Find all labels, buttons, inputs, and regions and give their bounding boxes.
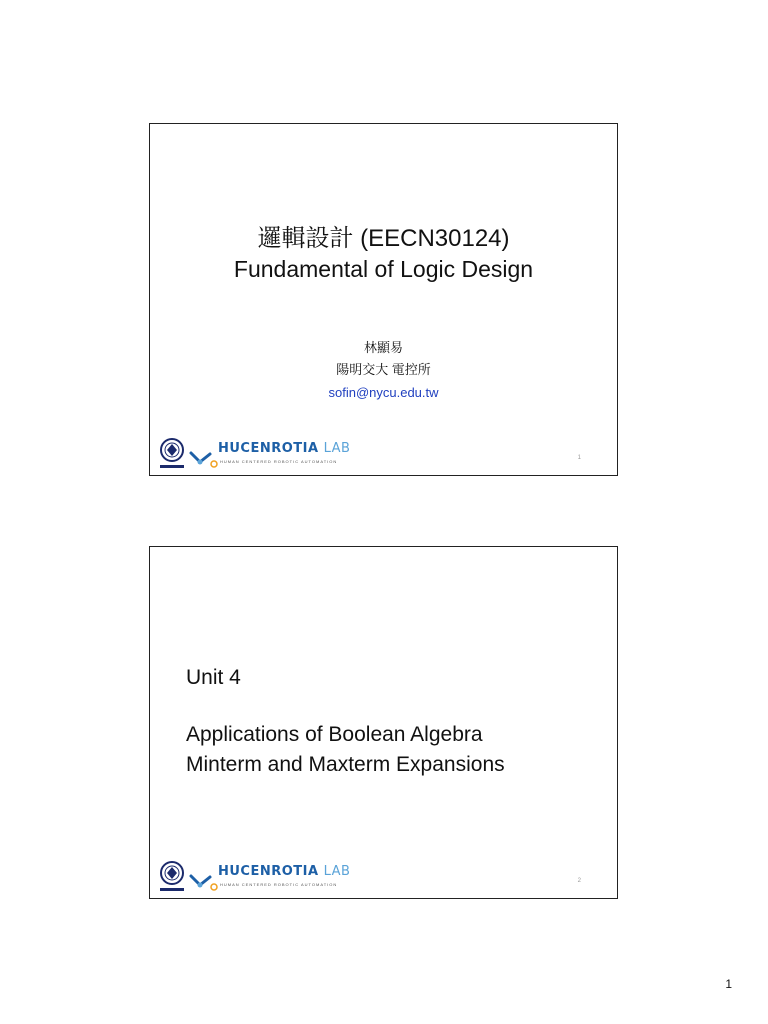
topic-line-2: Minterm and Maxterm Expansions — [186, 753, 505, 776]
lab-name-main: HUCENROTIA — [218, 441, 319, 456]
lab-tagline: HUMAN CENTERED ROBOTIC AUTOMATION — [220, 882, 338, 887]
author-name: 林顯易 — [363, 340, 403, 355]
robot-arm-icon — [188, 449, 218, 469]
lab-tagline: HUMAN CENTERED ROBOTIC AUTOMATION — [220, 459, 338, 464]
lab-name-suffix: LAB — [323, 441, 351, 456]
university-seal-icon — [158, 860, 186, 894]
robot-arm-icon — [188, 872, 218, 892]
course-title: 邏輯設計 (EECN30124) — [257, 225, 510, 252]
slide-page-number: 2 — [577, 878, 581, 884]
lab-logo-text — [218, 441, 350, 456]
lab-logo-text — [218, 864, 350, 879]
topic-line-1: Applications of Boolean Algebra — [186, 723, 483, 746]
slide-page-number: 1 — [577, 455, 581, 461]
course-subtitle: Fundamental of Logic Design — [233, 256, 534, 282]
slide-footer — [156, 860, 396, 894]
document-page-number: 1 — [725, 977, 732, 991]
university-seal-icon — [158, 437, 186, 471]
slide-1 — [149, 123, 618, 476]
unit-title: Unit 4 — [186, 666, 241, 689]
author-affiliation: 陽明交大 電控所 — [336, 362, 431, 377]
author-email[interactable]: sofin@nycu.edu.tw — [328, 385, 439, 400]
lab-name-main: HUCENROTIA — [218, 864, 319, 879]
slide-footer — [156, 437, 396, 471]
slide-2 — [149, 546, 618, 899]
lab-name-suffix: LAB — [323, 864, 351, 879]
